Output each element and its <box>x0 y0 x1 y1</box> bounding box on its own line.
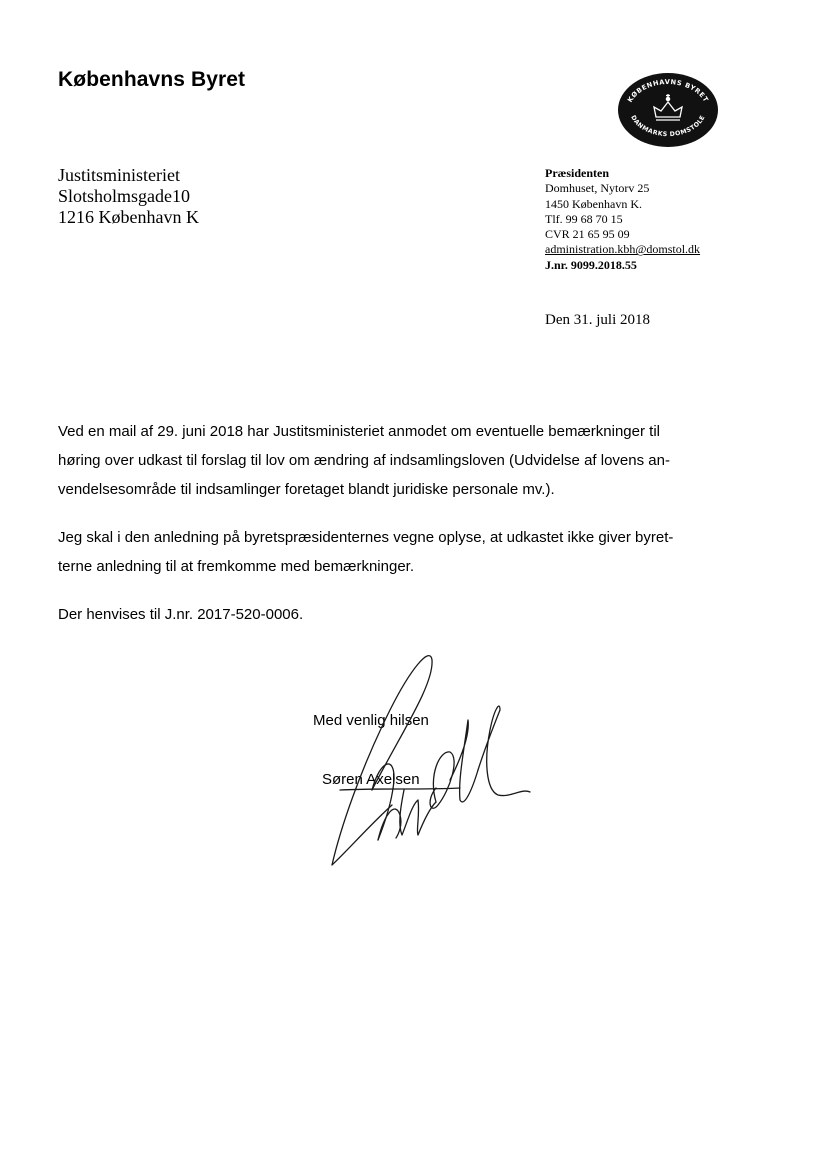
svg-text:DANMARKS DOMSTOLE: DANMARKS DOMSTOLE <box>629 114 707 139</box>
sender-block <box>545 166 700 273</box>
paragraph-line: Der henvises til J.nr. 2017-520-0006. <box>58 606 304 623</box>
recipient-city: 1216 København K <box>58 207 199 227</box>
paragraph-3 <box>58 600 718 629</box>
letter-date: Den 31. juli 2018 <box>545 312 650 328</box>
sender-email-link[interactable]: administration.kbh@domstol.dk <box>545 242 701 257</box>
letter-body <box>58 417 718 648</box>
paragraph-line: høring over udkast til forslag til lov om ændring af indsamlingsloven (Udvidelse af lovens an- <box>58 452 670 469</box>
signer-name: Søren Axelsen <box>322 771 420 788</box>
sender-journal-number: J.nr. 9099.2018.55 <box>545 257 637 272</box>
sender-phone: Tlf. 99 68 70 15 <box>545 211 623 226</box>
court-seal-logo <box>617 72 719 148</box>
paragraph-2 <box>58 523 718 581</box>
svg-text:KØBENHAVNS BYRET: KØBENHAVNS BYRET <box>625 77 711 104</box>
paragraph-line: Ved en mail af 29. juni 2018 har Justitsministeriet anmodet om eventuelle bemærkninger til <box>58 423 660 440</box>
sender-cvr: CVR 21 65 95 09 <box>545 227 630 242</box>
recipient-name: Justitsministeriet <box>58 165 181 185</box>
sender-address-line2: 1450 København K. <box>545 196 642 211</box>
paragraph-1 <box>58 417 718 504</box>
sender-address-line1: Domhuset, Nytorv 25 <box>545 181 650 196</box>
paragraph-line: Jeg skal i den anledning på byretspræsidenternes vegne oplyse, at udkastet ikke giver byret- <box>58 529 674 546</box>
paragraph-line: vendelsesområde til indsamlinger foretaget blandt juridiske personale mv.). <box>58 481 555 498</box>
paragraph-line: terne anledning til at fremkomme med bemærkninger. <box>58 558 415 575</box>
sender-title: Præsidenten <box>545 166 609 180</box>
closing-greeting: Med venlig hilsen <box>313 712 429 729</box>
recipient-street: Slotsholmsgade10 <box>58 186 191 206</box>
recipient-address <box>58 165 199 228</box>
court-name: Københavns Byret <box>58 68 246 91</box>
handwritten-signature <box>300 640 540 880</box>
